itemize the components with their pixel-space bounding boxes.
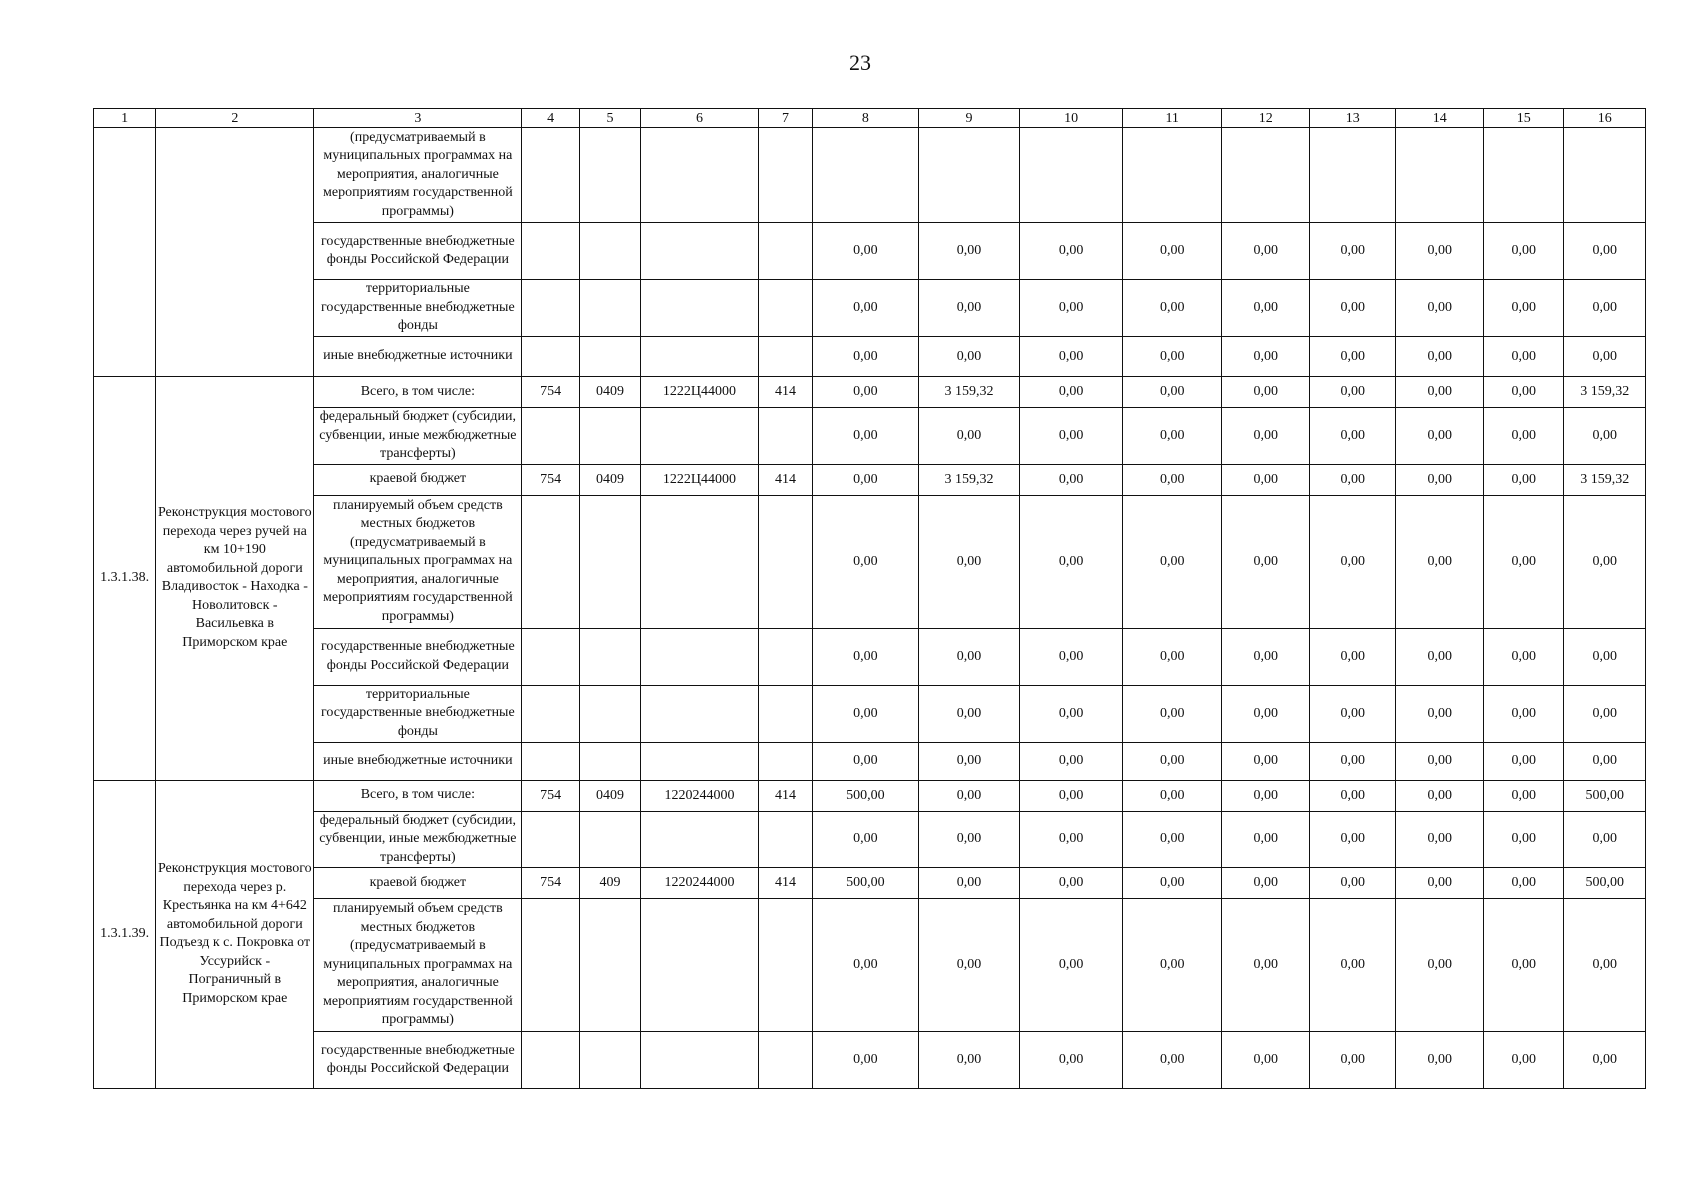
cell-col-11: 0,00 [1122,899,1222,1032]
cell-col-16: 3 159,32 [1564,377,1646,408]
cell-col-7 [758,811,812,868]
cell-col-16 [1564,128,1646,223]
cell-col-8: 0,00 [813,685,919,742]
cell-col-11: 0,00 [1122,811,1222,868]
column-header-10: 10 [1020,109,1123,128]
cell-col-13: 0,00 [1309,780,1396,811]
cell-col-9: 0,00 [918,337,1020,377]
cell-col-12: 0,00 [1222,742,1310,780]
budget-table [93,108,1646,1089]
cell-col-5: 0409 [579,377,640,408]
cell-col-9: 3 159,32 [918,464,1020,495]
cell-col-15: 0,00 [1483,868,1563,899]
table-row [94,377,1646,408]
funding-source-cell: государственные внебюджетные фонды Российской Федерации [314,1032,522,1089]
item-name-cell: Реконструкция мостового перехода через ручей на км 10+190 автомобильной дороги Владивосток - Находка - Новолитовск - Васильевка в Приморском крае [156,377,314,781]
cell-col-10: 0,00 [1020,377,1123,408]
cell-col-14: 0,00 [1396,408,1484,465]
cell-col-7 [758,628,812,685]
cell-col-8: 0,00 [813,899,919,1032]
cell-col-12: 0,00 [1222,685,1310,742]
cell-col-13: 0,00 [1309,899,1396,1032]
cell-col-4 [522,685,579,742]
header-row [94,109,1646,128]
column-header-14: 14 [1396,109,1484,128]
cell-col-11: 0,00 [1122,464,1222,495]
cell-col-5 [579,223,640,280]
cell-col-10 [1020,128,1123,223]
cell-col-5 [579,337,640,377]
cell-col-9: 3 159,32 [918,377,1020,408]
cell-col-4 [522,628,579,685]
cell-col-10: 0,00 [1020,628,1123,685]
column-header-6: 6 [641,109,759,128]
cell-col-10: 0,00 [1020,780,1123,811]
cell-col-8: 0,00 [813,223,919,280]
cell-col-5 [579,128,640,223]
column-header-16: 16 [1564,109,1646,128]
cell-col-9: 0,00 [918,780,1020,811]
cell-col-12: 0,00 [1222,1032,1310,1089]
cell-col-15: 0,00 [1483,408,1563,465]
cell-col-7 [758,685,812,742]
funding-source-cell: иные внебюджетные источники [314,337,522,377]
cell-col-15: 0,00 [1483,280,1563,337]
cell-col-6: 1222Ц44000 [641,464,759,495]
column-header-4: 4 [522,109,579,128]
funding-source-cell: планируемый объем средств местных бюджетов (предусматриваемый в муниципальных программах на мероприятия, аналогичные мероприятиям государственной программы) [314,495,522,628]
cell-col-11: 0,00 [1122,408,1222,465]
table-row [94,899,1646,1032]
cell-col-11: 0,00 [1122,495,1222,628]
cell-col-5 [579,628,640,685]
table-row [94,280,1646,337]
cell-col-9: 0,00 [918,811,1020,868]
table-row [94,685,1646,742]
cell-col-5: 0409 [579,780,640,811]
cell-col-9: 0,00 [918,742,1020,780]
column-header-15: 15 [1483,109,1563,128]
cell-col-15: 0,00 [1483,223,1563,280]
cell-col-9: 0,00 [918,899,1020,1032]
column-header-13: 13 [1309,109,1396,128]
cell-col-5 [579,685,640,742]
cell-col-11: 0,00 [1122,628,1222,685]
column-header-12: 12 [1222,109,1310,128]
cell-col-4 [522,811,579,868]
cell-col-16: 0,00 [1564,223,1646,280]
cell-col-15: 0,00 [1483,742,1563,780]
item-number-cell: 1.3.1.39. [94,780,156,1089]
cell-col-4 [522,223,579,280]
cell-col-16: 0,00 [1564,337,1646,377]
cell-col-13 [1309,128,1396,223]
column-header-7: 7 [758,109,812,128]
cell-col-16: 0,00 [1564,495,1646,628]
cell-col-10: 0,00 [1020,280,1123,337]
funding-source-cell: краевой бюджет [314,464,522,495]
cell-col-7: 414 [758,377,812,408]
cell-col-6 [641,628,759,685]
cell-col-16: 0,00 [1564,628,1646,685]
cell-col-7: 414 [758,464,812,495]
cell-col-6 [641,811,759,868]
cell-col-12: 0,00 [1222,811,1310,868]
funding-source-cell: краевой бюджет [314,868,522,899]
cell-col-14: 0,00 [1396,464,1484,495]
cell-col-4: 754 [522,464,579,495]
funding-source-cell: федеральный бюджет (субсидии, субвенции, иные межбюджетные трансферты) [314,408,522,465]
budget-table-body [94,109,1646,1089]
cell-col-5 [579,742,640,780]
cell-col-13: 0,00 [1309,685,1396,742]
cell-col-6: 1220244000 [641,868,759,899]
cell-col-5: 0409 [579,464,640,495]
table-row [94,223,1646,280]
cell-col-7 [758,1032,812,1089]
cell-col-4 [522,408,579,465]
cell-col-5 [579,408,640,465]
cell-col-4: 754 [522,377,579,408]
table-row [94,780,1646,811]
cell-col-4 [522,899,579,1032]
cell-col-5 [579,1032,640,1089]
table-row [94,868,1646,899]
cell-col-9 [918,128,1020,223]
cell-col-11: 0,00 [1122,280,1222,337]
cell-col-13: 0,00 [1309,742,1396,780]
cell-col-5: 409 [579,868,640,899]
table-row [94,742,1646,780]
cell-col-10: 0,00 [1020,408,1123,465]
cell-col-10: 0,00 [1020,811,1123,868]
cell-col-15: 0,00 [1483,464,1563,495]
cell-col-16: 0,00 [1564,408,1646,465]
cell-col-6 [641,337,759,377]
cell-col-15: 0,00 [1483,495,1563,628]
cell-col-16: 500,00 [1564,780,1646,811]
cell-col-13: 0,00 [1309,280,1396,337]
cell-col-8: 0,00 [813,811,919,868]
cell-col-12 [1222,128,1310,223]
cell-col-8: 0,00 [813,495,919,628]
cell-col-5 [579,899,640,1032]
cell-col-8: 0,00 [813,280,919,337]
cell-col-15: 0,00 [1483,811,1563,868]
cell-col-7 [758,742,812,780]
cell-col-14: 0,00 [1396,811,1484,868]
cell-col-9: 0,00 [918,868,1020,899]
cell-col-11: 0,00 [1122,742,1222,780]
cell-col-6 [641,495,759,628]
cell-col-14: 0,00 [1396,1032,1484,1089]
cell-col-4 [522,1032,579,1089]
cell-col-10: 0,00 [1020,899,1123,1032]
funding-source-cell: иные внебюджетные источники [314,742,522,780]
item-number-cell [94,128,156,377]
table-row [94,1032,1646,1089]
cell-col-9: 0,00 [918,408,1020,465]
cell-col-14: 0,00 [1396,780,1484,811]
cell-col-12: 0,00 [1222,377,1310,408]
table-row [94,128,1646,223]
cell-col-9: 0,00 [918,1032,1020,1089]
cell-col-11: 0,00 [1122,685,1222,742]
funding-source-cell: государственные внебюджетные фонды Российской Федерации [314,628,522,685]
cell-col-15: 0,00 [1483,1032,1563,1089]
cell-col-12: 0,00 [1222,628,1310,685]
cell-col-13: 0,00 [1309,337,1396,377]
cell-col-10: 0,00 [1020,742,1123,780]
cell-col-8: 0,00 [813,628,919,685]
cell-col-14: 0,00 [1396,742,1484,780]
cell-col-12: 0,00 [1222,495,1310,628]
item-name-cell: Реконструкция мостового перехода через р. Крестьянка на км 4+642 автомобильной дороги Подъезд к с. Покровка от Уссурийск - Пограничный в Приморском крае [156,780,314,1089]
cell-col-15: 0,00 [1483,685,1563,742]
cell-col-8: 0,00 [813,464,919,495]
cell-col-13: 0,00 [1309,1032,1396,1089]
funding-source-cell: (предусматриваемый в муниципальных программах на мероприятия, аналогичные мероприятиям государственной программы) [314,128,522,223]
cell-col-11: 0,00 [1122,337,1222,377]
cell-col-6: 1222Ц44000 [641,377,759,408]
cell-col-10: 0,00 [1020,1032,1123,1089]
cell-col-8: 0,00 [813,742,919,780]
cell-col-14: 0,00 [1396,685,1484,742]
cell-col-13: 0,00 [1309,495,1396,628]
cell-col-10: 0,00 [1020,337,1123,377]
cell-col-16: 0,00 [1564,685,1646,742]
cell-col-4 [522,128,579,223]
cell-col-9: 0,00 [918,628,1020,685]
cell-col-6 [641,1032,759,1089]
cell-col-4 [522,495,579,628]
cell-col-10: 0,00 [1020,495,1123,628]
funding-source-cell: государственные внебюджетные фонды Российской Федерации [314,223,522,280]
cell-col-7 [758,280,812,337]
cell-col-4 [522,280,579,337]
cell-col-4 [522,742,579,780]
cell-col-11: 0,00 [1122,377,1222,408]
column-header-11: 11 [1122,109,1222,128]
cell-col-12: 0,00 [1222,868,1310,899]
cell-col-9: 0,00 [918,495,1020,628]
cell-col-16: 0,00 [1564,899,1646,1032]
cell-col-13: 0,00 [1309,377,1396,408]
cell-col-4: 754 [522,868,579,899]
cell-col-14: 0,00 [1396,628,1484,685]
cell-col-14: 0,00 [1396,495,1484,628]
cell-col-6: 1220244000 [641,780,759,811]
cell-col-10: 0,00 [1020,464,1123,495]
cell-col-8 [813,128,919,223]
cell-col-8: 0,00 [813,1032,919,1089]
cell-col-15: 0,00 [1483,337,1563,377]
cell-col-7 [758,337,812,377]
cell-col-16: 0,00 [1564,742,1646,780]
cell-col-12: 0,00 [1222,899,1310,1032]
page-number: 23 [849,50,871,75]
table-row [94,464,1646,495]
cell-col-6 [641,742,759,780]
cell-col-6 [641,280,759,337]
column-header-9: 9 [918,109,1020,128]
cell-col-15: 0,00 [1483,899,1563,1032]
table-row [94,337,1646,377]
cell-col-16: 500,00 [1564,868,1646,899]
cell-col-9: 0,00 [918,685,1020,742]
table-row [94,628,1646,685]
cell-col-12: 0,00 [1222,223,1310,280]
cell-col-12: 0,00 [1222,337,1310,377]
cell-col-16: 0,00 [1564,280,1646,337]
cell-col-12: 0,00 [1222,780,1310,811]
cell-col-11: 0,00 [1122,1032,1222,1089]
cell-col-6 [641,408,759,465]
cell-col-13: 0,00 [1309,464,1396,495]
cell-col-12: 0,00 [1222,408,1310,465]
cell-col-10: 0,00 [1020,685,1123,742]
item-name-cell [156,128,314,377]
cell-col-7: 414 [758,780,812,811]
cell-col-6 [641,899,759,1032]
cell-col-8: 500,00 [813,868,919,899]
cell-col-12: 0,00 [1222,280,1310,337]
cell-col-14 [1396,128,1484,223]
cell-col-14: 0,00 [1396,223,1484,280]
cell-col-11: 0,00 [1122,780,1222,811]
cell-col-15: 0,00 [1483,377,1563,408]
cell-col-10: 0,00 [1020,868,1123,899]
cell-col-8: 0,00 [813,377,919,408]
cell-col-14: 0,00 [1396,899,1484,1032]
funding-source-cell: федеральный бюджет (субсидии, субвенции, иные межбюджетные трансферты) [314,811,522,868]
cell-col-13: 0,00 [1309,223,1396,280]
cell-col-13: 0,00 [1309,408,1396,465]
cell-col-7 [758,408,812,465]
funding-source-cell: планируемый объем средств местных бюджетов (предусматриваемый в муниципальных программах на мероприятия, аналогичные мероприятиям государственной программы) [314,899,522,1032]
cell-col-15 [1483,128,1563,223]
cell-col-12: 0,00 [1222,464,1310,495]
table-row [94,495,1646,628]
cell-col-7: 414 [758,868,812,899]
cell-col-4 [522,337,579,377]
funding-source-cell: Всего, в том числе: [314,377,522,408]
funding-source-cell: Всего, в том числе: [314,780,522,811]
funding-source-cell: территориальные государственные внебюджетные фонды [314,280,522,337]
cell-col-13: 0,00 [1309,628,1396,685]
cell-col-9: 0,00 [918,223,1020,280]
cell-col-7 [758,495,812,628]
column-header-1: 1 [94,109,156,128]
cell-col-7 [758,899,812,1032]
cell-col-8: 0,00 [813,337,919,377]
cell-col-13: 0,00 [1309,868,1396,899]
cell-col-14: 0,00 [1396,280,1484,337]
cell-col-14: 0,00 [1396,377,1484,408]
cell-col-10: 0,00 [1020,223,1123,280]
cell-col-14: 0,00 [1396,337,1484,377]
cell-col-4: 754 [522,780,579,811]
item-number-cell: 1.3.1.38. [94,377,156,781]
funding-source-cell: территориальные государственные внебюджетные фонды [314,685,522,742]
cell-col-15: 0,00 [1483,780,1563,811]
cell-col-11 [1122,128,1222,223]
cell-col-8: 500,00 [813,780,919,811]
cell-col-5 [579,280,640,337]
cell-col-11: 0,00 [1122,868,1222,899]
cell-col-14: 0,00 [1396,868,1484,899]
cell-col-6 [641,128,759,223]
cell-col-6 [641,685,759,742]
cell-col-9: 0,00 [918,280,1020,337]
cell-col-16: 0,00 [1564,1032,1646,1089]
column-header-5: 5 [579,109,640,128]
cell-col-13: 0,00 [1309,811,1396,868]
column-header-8: 8 [813,109,919,128]
cell-col-6 [641,223,759,280]
cell-col-8: 0,00 [813,408,919,465]
cell-col-16: 0,00 [1564,811,1646,868]
table-row [94,408,1646,465]
cell-col-15: 0,00 [1483,628,1563,685]
cell-col-11: 0,00 [1122,223,1222,280]
cell-col-5 [579,811,640,868]
column-header-2: 2 [156,109,314,128]
table-row [94,811,1646,868]
column-header-3: 3 [314,109,522,128]
cell-col-5 [579,495,640,628]
cell-col-7 [758,128,812,223]
cell-col-16: 3 159,32 [1564,464,1646,495]
cell-col-7 [758,223,812,280]
